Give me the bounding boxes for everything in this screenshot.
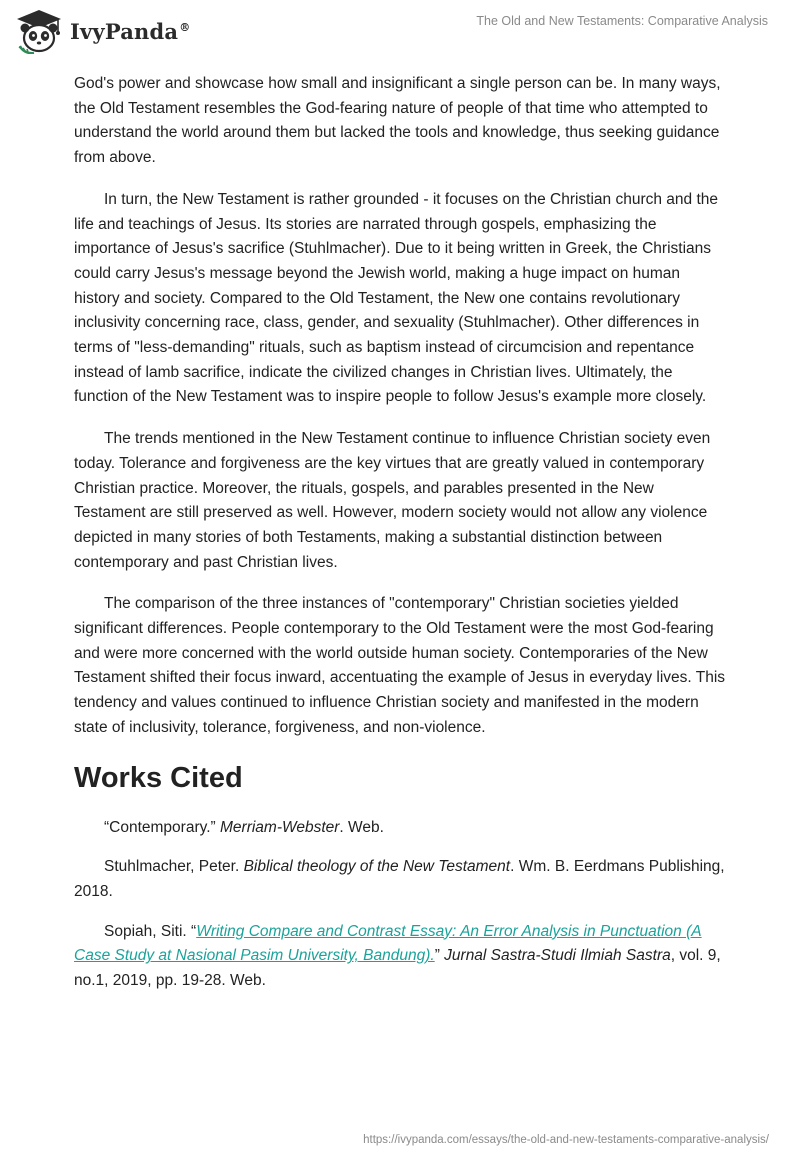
body-paragraph: In turn, the New Testament is rather grounded - it focuses on the Christian church and the life and teachings of Jesus. Its stories are narrated through gospels, emphasizing the importance of Jesus's sacrifice (Stuhlmacher). Due to it being written in Greek, the Christians could carry Jesus's message beyond the Jewish world, making a huge impact on human history and society. Compared to the Old Testament, the New one contains revolutionary inclusivity concerning race, class, gender, and sexuality (Stuhlmacher). Other differences in terms of "less-demanding" rituals, such as baptism instead of circumcision and repentance instead of lamb sacrifice, indicate the civilized changes in Christian lives. Ultimately, the function of the New Testament was to inspire people to follow Jesus's example more closely.: [74, 190, 719, 406]
page-header: [0, 0, 800, 60]
citation-entry: Sopiah, Siti. “Writing Compare and Contrast Essay: An Error Analysis in Punctuation (A Case Study at Nasional Pasim University, Bandung).” Jurnal Sastra-Studi Ilmiah Sastra, vol. 9, no.1, 2019, pp. 19-28. Web.: [74, 922, 721, 990]
works-cited-heading: Works Cited: [74, 761, 243, 794]
citation-entry: “Contemporary.” Merriam-Webster. Web.: [104, 818, 384, 836]
essay-content: [74, 72, 726, 1009]
footer-url[interactable]: https://ivypanda.com/essays/the-old-and-new-testaments-comparative-analysis/: [363, 1134, 769, 1146]
body-paragraph: God's power and showcase how small and insignificant a single person can be. In many ways, the Old Testament resembles the God-fearing nature of people of that time who attempted to understand the world around them but lacked the tools and knowledge, thus seeking guidance from above.: [74, 75, 721, 167]
panda-graduate-icon: [14, 8, 64, 54]
brand-name: IvyPanda®: [70, 18, 191, 44]
citation-entry: Stuhlmacher, Peter. Biblical theology of the New Testament. Wm. B. Eerdmans Publishing, 2018.: [74, 858, 725, 900]
brand-logo[interactable]: [14, 8, 190, 54]
citation-link[interactable]: Writing Compare and Contrast Essay: An Error Analysis in Punctuation (A Case Study at Nasional Pasim University, Bandung).: [74, 922, 702, 965]
body-paragraph: The trends mentioned in the New Testament continue to influence Christian society even today. Tolerance and forgiveness are the key virtues that are greatly valued in contemporary Christian practice. Moreover, the rituals, gospels, and parables presented in the New Testament are still preserved as well. However, modern society would not allow any violence depicted in many stories of both Testaments, making a substantial distinction between contemporary and past Christian lives.: [74, 430, 711, 571]
body-paragraph: The comparison of the three instances of "contemporary" Christian societies yielded significant differences. People contemporary to the Old Testament were the most God-fearing and were more concerned with the world outside human society. Contemporaries of the New Testament shifted their focus inward, accentuating the example of Jesus in everyday lives. This tendency and values continued to influence Christian society and manifested in the modern state of inclusivity, tolerance, forgiveness, and non-violence.: [74, 595, 726, 736]
document-title: The Old and New Testaments: Comparative Analysis: [476, 14, 768, 28]
